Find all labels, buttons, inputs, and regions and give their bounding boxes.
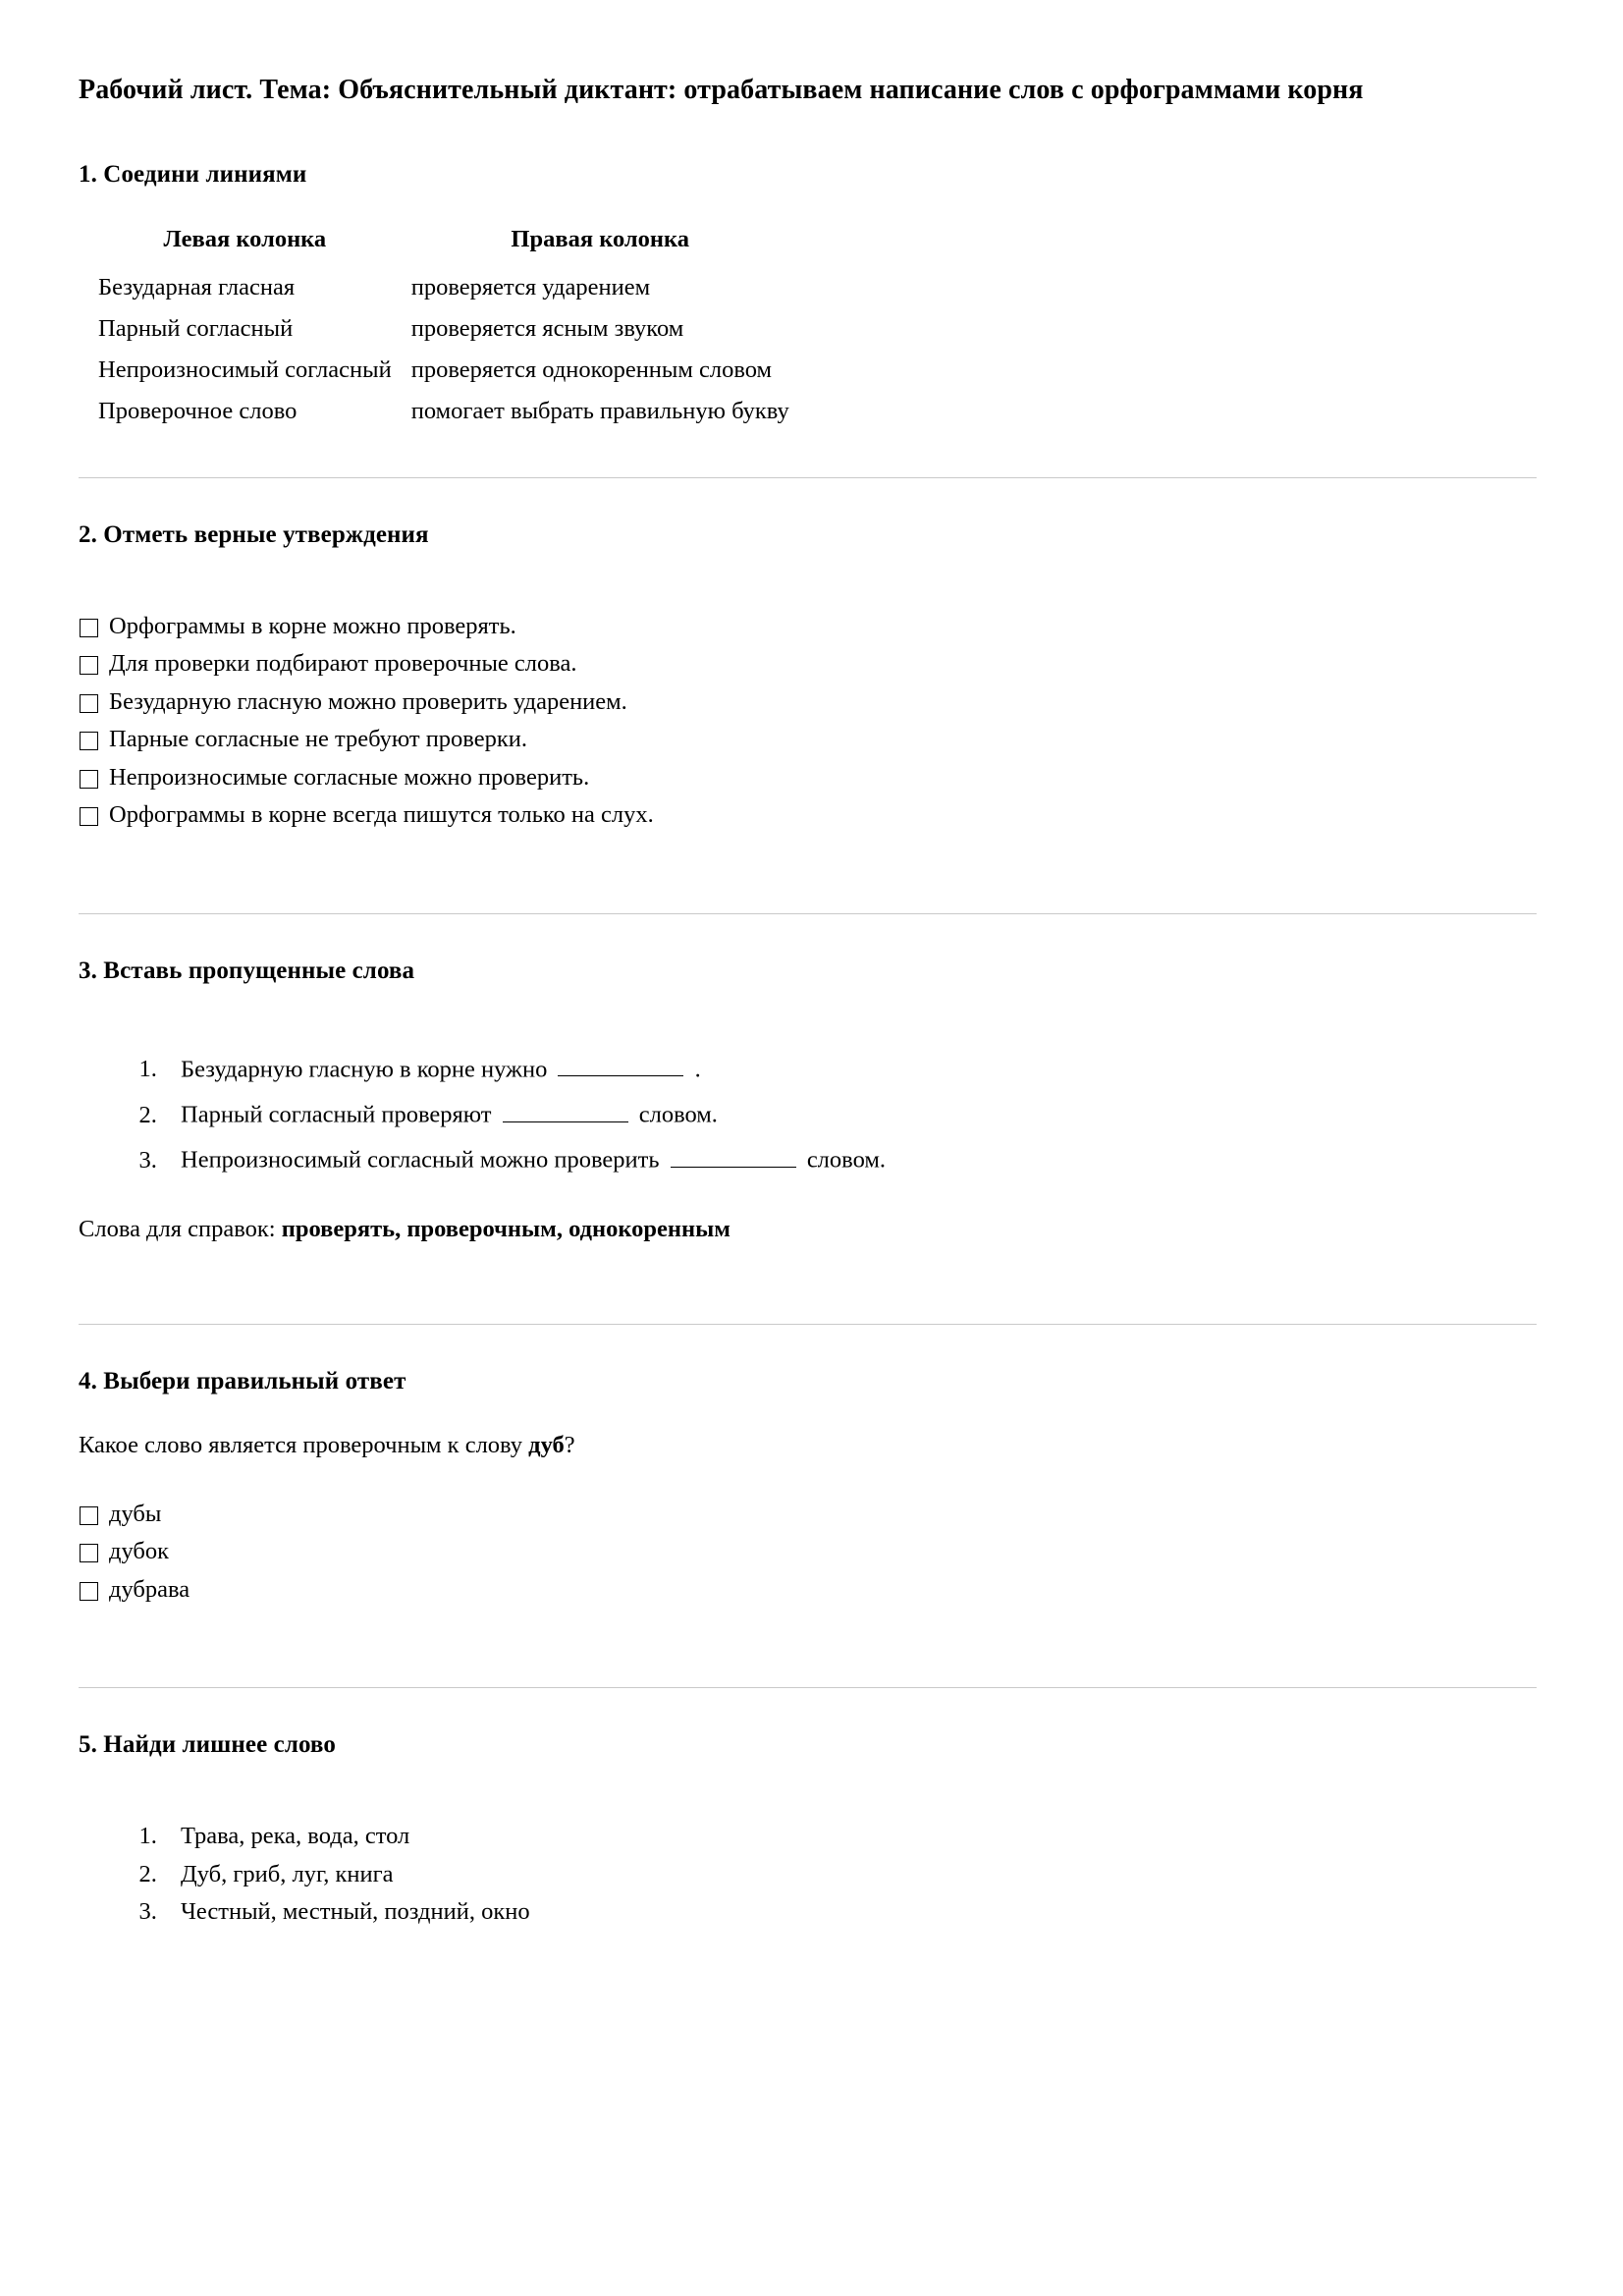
section-4-heading: 4. Выбери правильный ответ [79,1368,406,1395]
blank-sentence-before: Непроизносимый согласный можно проверить [181,1146,660,1174]
spacer [79,1792,1537,1818]
checkbox-icon[interactable] [80,656,98,675]
checkbox-icon[interactable] [80,1506,98,1525]
match-right-term[interactable]: проверяется ясным звуком [410,314,684,342]
list-item[interactable] [79,608,1537,646]
section-divider [79,477,1537,478]
checkbox-icon[interactable] [80,694,98,713]
blank-input[interactable] [503,1096,628,1122]
word-bank [79,1213,1537,1245]
statement-label: Безударную гласную можно проверить ударением. [109,687,627,715]
section-divider [79,1324,1537,1325]
word-bank-label: Слова для справок: [79,1216,276,1243]
list-item[interactable] [79,721,1537,759]
blank-sentence-after: словом. [638,1101,718,1128]
section-2-heading: 2. Отметь верные утверждения [79,520,429,548]
question-text-before: Какое слово является проверочным к слову [79,1432,523,1459]
list-item[interactable] [79,1571,1537,1610]
word-bank-words: проверять, проверочным, однокоренным [281,1216,730,1243]
checkbox-icon[interactable] [80,619,98,637]
spacer [79,582,1537,608]
match-right-term[interactable]: помогает выбрать правильную букву [410,397,789,424]
section-odd-one-out [79,1731,1537,1932]
answer-choice-label: дубы [109,1500,162,1527]
table-row [79,308,799,350]
section-1-heading: 1. Соедини линиями [79,160,307,188]
list-item[interactable] [79,645,1537,683]
checkbox-icon[interactable] [80,732,98,750]
column-header-right: Правая колонка [511,225,690,252]
fill-blank-list [79,1044,1537,1180]
section-match [79,161,1537,432]
matching-table-head [79,222,799,267]
list-item[interactable] [79,796,1537,835]
section-3-heading: 3. Вставь пропущенные слова [79,957,415,984]
match-right-term[interactable]: проверяется ударением [410,273,651,301]
odd-one-out-list [79,1818,1537,1932]
match-left-term[interactable]: Парный согласный [98,314,294,342]
page-title: Рабочий лист. Тема: Объяснительный диктант: отрабатываем написание слов с орфограммами корня [79,75,1364,105]
list-item [163,1089,1537,1134]
match-left-term[interactable]: Непроизносимый согласный [98,355,392,383]
answer-choice-label: дубрава [109,1575,190,1603]
list-item[interactable] [79,759,1537,797]
matching-table [79,222,799,432]
table-row [79,391,799,432]
checkbox-icon[interactable] [80,807,98,826]
blank-sentence-before: Безударную гласную в корне нужно [181,1056,548,1083]
statement-label: Непроизносимые согласные можно проверить. [109,763,590,791]
statement-label: Парные согласные не требуют проверки. [109,726,527,753]
checkbox-icon[interactable] [80,1582,98,1601]
match-right-term[interactable]: проверяется однокоренным словом [410,355,773,383]
table-row [79,267,799,308]
statement-label: Орфограммы в корне можно проверять. [109,612,516,639]
blank-input[interactable] [671,1141,796,1168]
list-item[interactable]: 3. Честный, местный, поздний, окно [163,1893,1537,1932]
answer-choice-label: дубок [109,1538,170,1565]
question-keyword: дуб [528,1432,565,1459]
table-header-row [79,222,799,267]
section-multiple-choice [79,1368,1537,1642]
list-item[interactable] [79,683,1537,722]
list-item [163,1134,1537,1179]
section-divider [79,913,1537,914]
spacer [79,1245,1537,1279]
statement-checkbox-list [79,608,1537,835]
match-left-term[interactable]: Проверочное слово [98,397,298,424]
blank-input[interactable] [558,1051,683,1077]
statement-label: Орфограммы в корне всегда пишутся только на слух. [109,801,654,829]
table-row [79,350,799,391]
list-item[interactable] [79,1533,1537,1571]
spacer [79,835,1537,868]
blank-sentence-after: . [694,1056,701,1083]
match-left-term[interactable]: Безударная гласная [98,273,296,301]
question-text-after: ? [564,1432,575,1459]
spacer [79,1018,1537,1044]
section-divider [79,1687,1537,1688]
statement-label: Для проверки подбирают проверочные слова. [109,650,577,678]
column-header-left: Левая колонка [163,225,327,252]
section-true-statements [79,521,1537,868]
checkbox-icon[interactable] [80,1544,98,1562]
list-item[interactable] [79,1496,1537,1534]
matching-table-body [79,267,799,432]
spacer [79,1609,1537,1642]
checkbox-icon[interactable] [80,770,98,789]
answer-choice-list [79,1496,1537,1610]
list-item[interactable]: 2. Дуб, гриб, луг, книга [163,1856,1537,1894]
list-item [163,1044,1537,1089]
blank-sentence-before: Парный согласный проверяют [181,1101,492,1128]
blank-sentence-after: словом. [806,1146,886,1174]
section-fill-blanks [79,957,1537,1280]
mc-question [79,1429,1537,1461]
list-item[interactable]: 1. Трава, река, вода, стол [163,1818,1537,1856]
section-5-heading: 5. Найди лишнее слово [79,1731,336,1759]
